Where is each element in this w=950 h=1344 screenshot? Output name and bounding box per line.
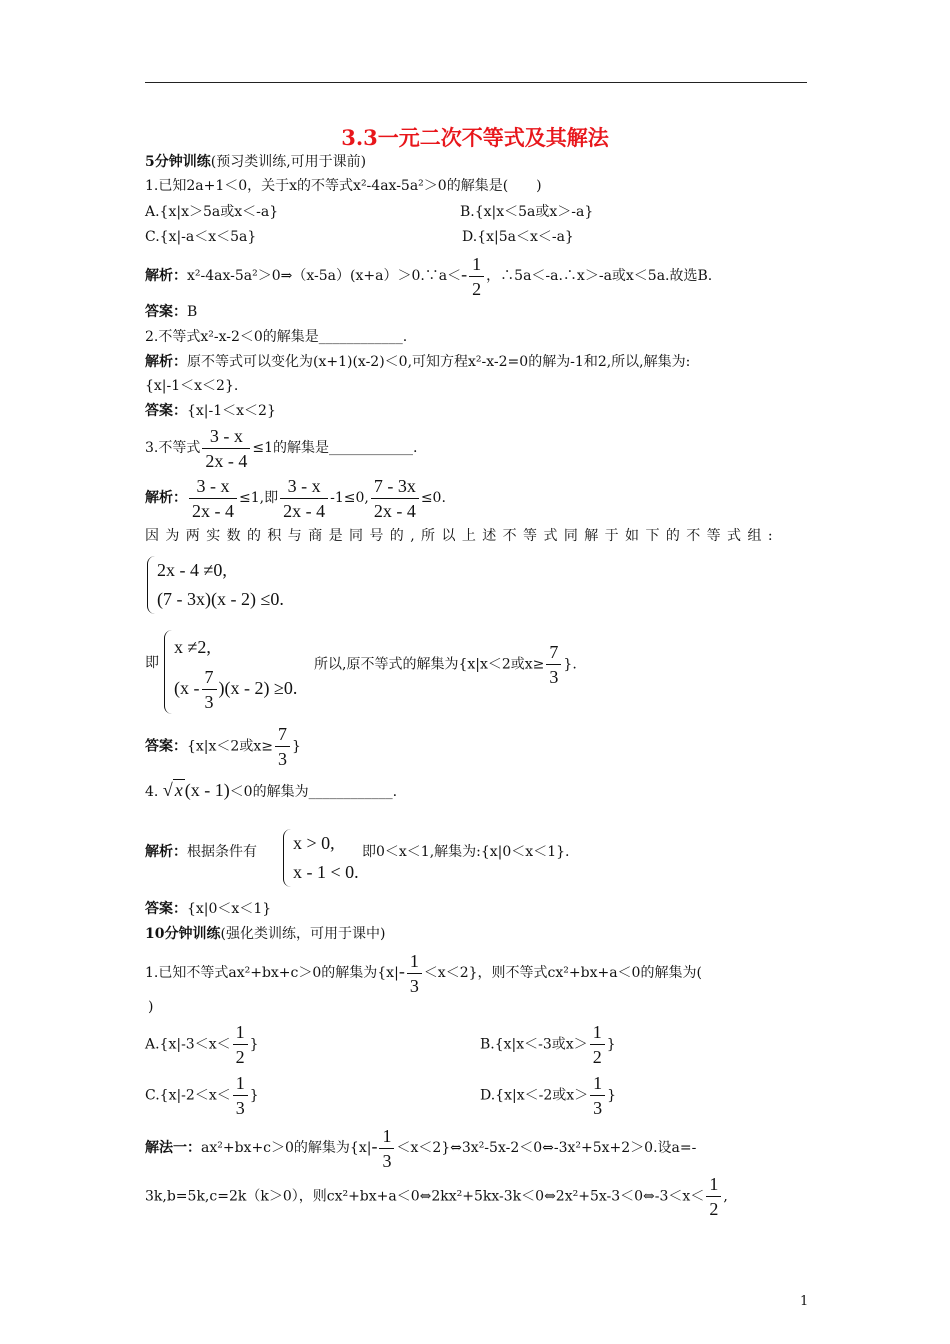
- frac-den: 2: [469, 276, 484, 301]
- analysis-text: x²-4ax-5a²＞0⇒（x-5a）(x+a）＞0.∵a＜: [187, 268, 462, 284]
- section-sub: (预习类训练,可用于课前): [210, 154, 367, 170]
- header-rule: [145, 82, 807, 83]
- system-row: (7 - 3x)(x - 2) ≤0.: [157, 589, 284, 609]
- q1-option-b: B.{x|x＜5a或x＞-a}: [460, 204, 594, 220]
- q4-answer: [145, 899, 271, 919]
- math-text: (x -: [174, 678, 200, 698]
- method-text: ＜x＜2}⇔3x²-5x-2＜0⇔-3x²+5x+2＞0.设a=-: [396, 1140, 697, 1156]
- frac-num: 7: [549, 642, 559, 662]
- q4-analysis-tail: 即0＜x＜1,解集为:{x|0＜x＜1}.: [362, 844, 570, 860]
- frac-den: 3: [275, 746, 290, 771]
- sqrt-expr: √ x (x - 1): [162, 780, 230, 800]
- q2-analysis: [145, 352, 690, 372]
- q1-analysis: 解析：x²-4ax-5a²＞0⇒（x-5a）(x+a）＞0.∵a＜- $\frac{1}{2}$ ，∴5a＜-a.∴x＞-a或x＜5a.故选B.: [145, 253, 713, 299]
- section-head: 10分钟训练: [145, 926, 221, 942]
- section-sub: (强化类训练，可用于课中): [220, 926, 386, 942]
- stem-text: ≤1的解集是____________.: [252, 440, 418, 456]
- frac-den: 3: [590, 1095, 605, 1120]
- analysis-text: 原不等式可以变化为(x+1)(x-2)＜0,可知方程x²-x-2=0的解为-1和2,所以,解集为:: [187, 354, 691, 370]
- analysis-label: 解析：: [145, 844, 187, 860]
- p1-method-1-cont: [145, 1172, 728, 1221]
- answer-text: {x|0＜x＜1}: [187, 901, 272, 917]
- system-row: x > 0,: [293, 833, 335, 853]
- frac-den: 3: [407, 973, 422, 998]
- frac-num: 3 - x: [209, 425, 243, 446]
- frac-den: 3: [202, 689, 217, 714]
- analysis-text: -1≤0,: [330, 490, 369, 506]
- q3-analysis: [145, 473, 446, 523]
- method-text: ,: [723, 1188, 728, 1205]
- option-text: C.{x|-2＜x＜: [145, 1087, 231, 1104]
- option-text: A.{x|-3＜x＜: [145, 1036, 231, 1053]
- math-text: )(x - 2) ≥0.: [218, 678, 298, 698]
- frac-num: 1: [709, 1174, 719, 1194]
- option-text: }: [606, 1036, 616, 1053]
- q1-option-a: A.{x|x＞5a或x＜-a}: [145, 204, 279, 220]
- q1-option-d: D.{x|5a＜x＜-a}: [462, 229, 574, 245]
- analysis-text: ，∴5a＜-a.∴x＞-a或x＜5a.故选B.: [486, 268, 713, 284]
- q4-system: [283, 829, 359, 887]
- q1-stem: 1.已知2a+1＜0，关于x的不等式x²-4ax-5a²＞0的解集是( ): [145, 178, 542, 194]
- p1-stem: 1.已知不等式ax²+bx+c＞0的解集为{x|- $\frac{1}{3}$ ＜x＜2}，则不等式cx²+bx+a＜0的解集为(: [145, 950, 702, 996]
- q4-analysis-lead: [145, 842, 257, 862]
- system-row: x - 1 < 0.: [293, 862, 359, 882]
- frac-den: 2x - 4: [202, 448, 250, 473]
- q3-stem: [145, 423, 417, 473]
- p1-option-b: [480, 1020, 616, 1069]
- analysis-text: 根据条件有: [187, 844, 257, 860]
- q1-option-c: C.{x|-a＜x＜5a}: [145, 229, 257, 245]
- method-text: ax²+bx+c＞0的解集为{x|: [201, 1140, 372, 1156]
- frac-den: 3: [379, 1148, 394, 1173]
- p1-option-c: [145, 1071, 259, 1120]
- page-title: 3.3一元二次不等式及其解法: [341, 125, 609, 150]
- option-text: }: [607, 1087, 617, 1104]
- frac-den: 2: [590, 1044, 605, 1069]
- q3-ji: 即: [145, 655, 159, 671]
- section-header-5min: [145, 152, 366, 172]
- analysis-label: 解析：: [145, 268, 187, 284]
- p1-stem-cont: ): [148, 999, 154, 1015]
- answer-label: 答案：: [145, 304, 187, 320]
- frac-num: 1: [472, 253, 482, 274]
- answer-label: 答案：: [145, 738, 187, 755]
- q2-analysis-cont: {x|-1＜x＜2}.: [145, 378, 239, 394]
- stem-text: 3.不等式: [145, 440, 201, 456]
- section-header-10min: [145, 924, 385, 944]
- method-label: 解法一：: [145, 1140, 201, 1156]
- frac-den: 2: [233, 1044, 248, 1069]
- option-text: }: [249, 1087, 259, 1104]
- p1-method-1: 解法一：ax²+bx+c＞0的解集为{x|- $\frac{1}{3}$ ＜x＜2}⇔3x²-5x-2＜0⇔-3x²+5x+2＞0.设a=-: [145, 1125, 697, 1171]
- radicand: x: [174, 780, 183, 800]
- answer-text: {x|-1＜x＜2}: [187, 403, 276, 419]
- frac-den: 3: [233, 1095, 248, 1120]
- option-text: B.{x|x＜-3或x＞: [480, 1036, 588, 1053]
- answer-text: {x|x＜2或x≥: [187, 738, 273, 755]
- option-text: D.{x|x＜-2或x＞: [480, 1087, 589, 1104]
- frac-num: 1: [235, 1073, 245, 1093]
- page-number: 1: [800, 1294, 809, 1309]
- frac-num: 1: [235, 1022, 245, 1042]
- stem-text: ＜0的解集为____________.: [229, 784, 398, 800]
- analysis-text: }.: [563, 656, 577, 673]
- frac-num: 1: [593, 1073, 603, 1093]
- q4-stem: [145, 776, 397, 806]
- q2-stem: 2.不等式x²-x-2＜0的解集是____________.: [145, 329, 408, 345]
- system-row: [174, 664, 297, 714]
- q3-solution: [314, 640, 577, 689]
- analysis-label: 解析：: [145, 490, 187, 506]
- analysis-text: ≤1,即: [239, 490, 279, 506]
- analysis-text: 所以,原不等式的解集为{x|x＜2或x≥: [314, 656, 545, 673]
- answer-label: 答案：: [145, 901, 187, 917]
- p1-option-a: [145, 1020, 259, 1069]
- stem-text: 1.已知不等式ax²+bx+c＞0的解集为{x|: [145, 965, 399, 981]
- frac-num: 1: [592, 1022, 602, 1042]
- frac-den: 2x - 4: [189, 498, 237, 523]
- section-head: 5分钟训练: [145, 154, 211, 170]
- q3-reason: 因为两实数的积与商是同号的,所以上述不等式同解于如下的不等式组:: [145, 528, 779, 544]
- stem-text: 4.: [145, 784, 159, 800]
- answer-text: }: [291, 738, 301, 755]
- frac-den: 2x - 4: [371, 498, 419, 523]
- method-text: 3k,b=5k,c=2k（k＞0），则cx²+bx+a＜0⇔2kx²+5kx-3k＜0⇔2x²+5x-3＜0⇔-3＜x＜: [145, 1188, 705, 1205]
- answer-label: 答案：: [145, 403, 187, 419]
- option-text: }: [249, 1036, 259, 1053]
- q3-system-2: [164, 630, 297, 714]
- math-text: (x - 1): [184, 780, 230, 800]
- frac-num: 3 - x: [287, 475, 321, 496]
- p1-option-d: [480, 1071, 616, 1120]
- analysis-label: 解析：: [145, 354, 187, 370]
- system-row: x ≠2,: [174, 637, 211, 657]
- answer-text: B: [187, 304, 198, 320]
- system-row: 2x - 4 ≠0,: [157, 560, 227, 580]
- stem-text: ＜x＜2}，则不等式cx²+bx+a＜0的解集为(: [423, 965, 702, 981]
- q2-answer: [145, 401, 276, 421]
- frac-num: 7: [277, 724, 287, 744]
- frac-num: 7 - 3x: [373, 475, 416, 496]
- analysis-text: ≤0.: [420, 490, 446, 506]
- q1-answer: [145, 302, 197, 322]
- frac-num: 7: [204, 667, 214, 688]
- frac-den: 3: [546, 664, 561, 689]
- frac-num: 1: [409, 950, 419, 971]
- q3-answer: [145, 722, 301, 771]
- frac-num: 1: [382, 1125, 392, 1146]
- frac-num: 3 - x: [196, 475, 230, 496]
- frac-den: 2x - 4: [280, 498, 328, 523]
- frac-den: 2: [706, 1196, 721, 1221]
- q3-system-1: [147, 556, 284, 614]
